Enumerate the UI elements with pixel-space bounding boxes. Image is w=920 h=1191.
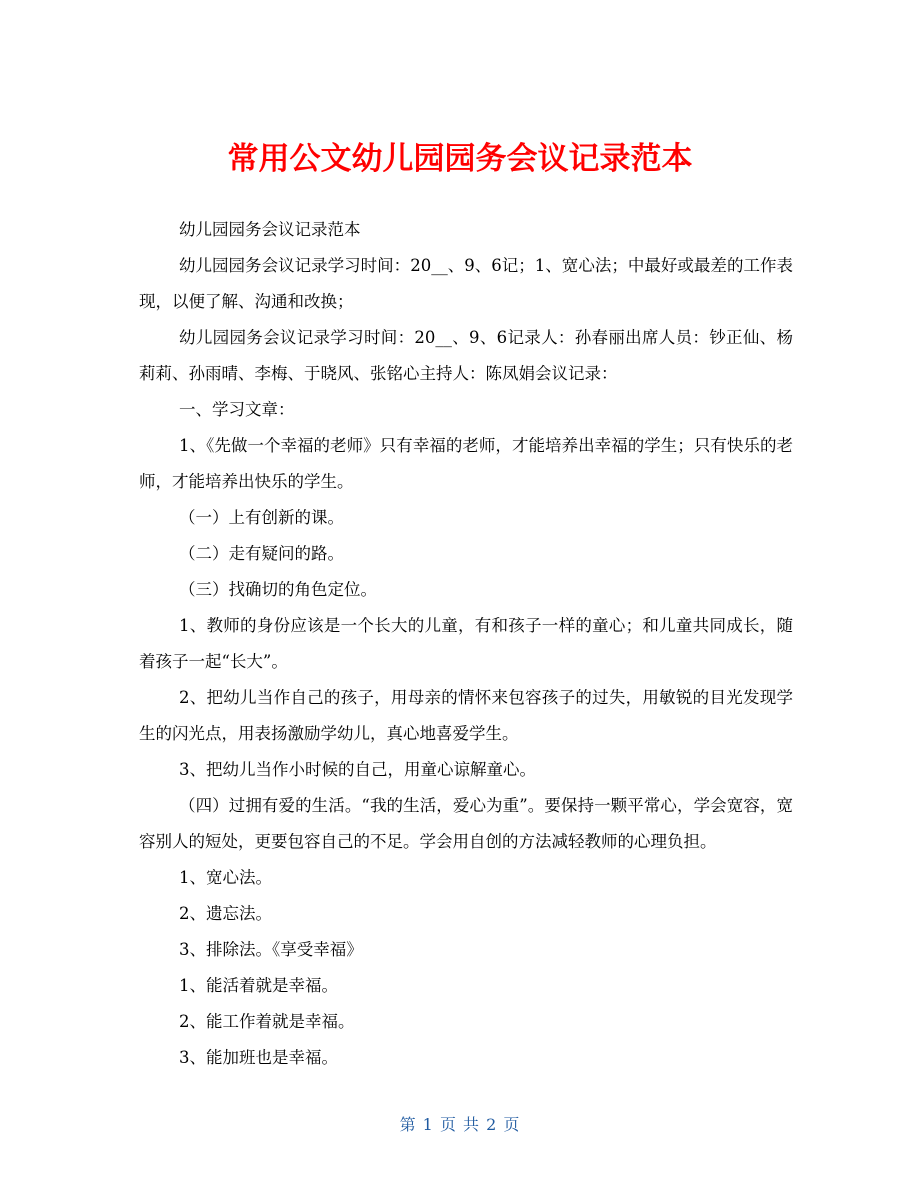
page-number-footer: 第 1 页 共 2 页	[399, 1115, 521, 1134]
paragraph: 3、能加班也是幸福。	[179, 1048, 338, 1067]
paragraph: 幼儿园园务会议记录范本	[179, 220, 361, 239]
paragraph: 2、把幼儿当作自己的孩子，用母亲的情怀来包容孩子的过失，用敏锐的目光发现学生的闪光点，用表扬激励学幼儿，真心地喜爱学生。	[139, 688, 793, 743]
paragraph: 1、宽心法。	[179, 868, 272, 887]
paragraph: 2、能工作着就是幸福。	[179, 1012, 355, 1031]
paragraph: 2、遗忘法。	[179, 904, 272, 923]
paragraph: （二）走有疑问的路。	[179, 544, 344, 563]
paragraph: （一）上有创新的课。	[179, 508, 344, 527]
paragraph: 幼儿园园务会议记录学习时间：20__、9、6记；1、宽心法；中最好或最差的工作表现，以便了解、沟通和改换；	[139, 256, 793, 311]
paragraph: （三）找确切的角色定位。	[179, 580, 377, 599]
paragraph: （四）过拥有爱的生活。“我的生活，爱心为重”。要保持一颗平常心，学会宽容，宽容别人的短处，更要包容自己的不足。学会用自创的方法减轻教师的心理负担。	[139, 796, 793, 851]
paragraph: 一、学习文章：	[179, 400, 295, 419]
paragraph: 1、能活着就是幸福。	[179, 976, 338, 995]
paragraph: 1、教师的身份应该是一个长大的儿童，有和孩子一样的童心；和儿童共同成长，随着孩子一起“长大”。	[139, 616, 793, 671]
paragraph: 3、把幼儿当作小时候的自己，用童心谅解童心。	[179, 760, 536, 779]
document-body	[139, 212, 793, 1076]
paragraph: 1、《先做一个幸福的老师》只有幸福的老师，才能培养出幸福的学生；只有快乐的老师，才能培养出快乐的学生。	[139, 436, 793, 491]
paragraph: 3、排除法。《享受幸福》	[179, 940, 363, 959]
document-title: 常用公文幼儿园园务会议记录范本	[227, 140, 693, 177]
paragraph: 幼儿园园务会议记录学习时间：20__、9、6记录人：孙春丽出席人员：钞正仙、杨莉莉、孙雨晴、李梅、于晓风、张铭心主持人：陈凤娟会议记录：	[139, 328, 793, 383]
